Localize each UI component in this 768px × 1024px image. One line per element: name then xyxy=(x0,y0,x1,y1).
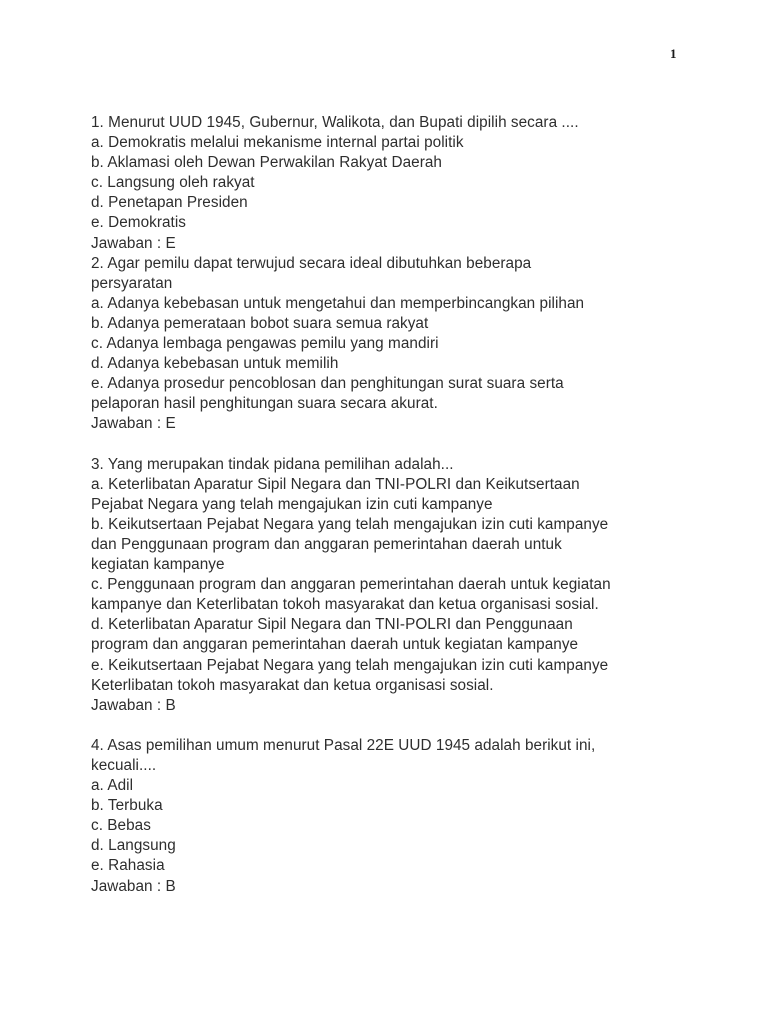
question-4-option-e: e. Rahasia xyxy=(91,857,165,875)
question-3-option-a: a. Keterlibatan Aparatur Sipil Negara dan TNI-POLRI dan Keikutsertaan xyxy=(91,475,580,493)
question-3-option-c: c. Penggunaan program dan anggaran pemerintahan daerah untuk kegiatan xyxy=(91,576,611,594)
question-2-answer: Jawaban : E xyxy=(91,415,176,433)
question-3-option-d: d. Keterlibatan Aparatur Sipil Negara dan TNI-POLRI dan Penggunaan xyxy=(91,616,573,634)
question-2-option-c: c. Adanya lembaga pengawas pemilu yang mandiri xyxy=(91,335,439,353)
question-4-text-continued: kecuali.... xyxy=(91,757,157,774)
question-3-option-c-continued: kampanye dan Keterlibatan tokoh masyarakat dan ketua organisasi sosial. xyxy=(91,596,599,614)
question-3-option-b: b. Keikutsertaan Pejabat Negara yang telah mengajukan izin cuti kampanye xyxy=(91,515,609,533)
question-4-option-c: c. Bebas xyxy=(91,817,151,835)
question-2-text-continued: persyaratan xyxy=(91,274,173,292)
question-3-option-e-continued: Keterlibatan tokoh masyarakat dan ketua organisasi sosial. xyxy=(91,676,494,694)
question-4-option-d: d. Langsung xyxy=(91,837,176,855)
question-1-answer: Jawaban : E xyxy=(91,234,176,252)
question-4-option-b: b. Terbuka xyxy=(91,797,163,815)
question-4-answer: Jawaban : B xyxy=(91,877,176,895)
question-1-option-b: b. Aklamasi oleh Dewan Perwakilan Rakyat Daerah xyxy=(91,154,442,172)
question-3-answer: Jawaban : B xyxy=(91,696,176,714)
question-1-option-d: d. Penetapan Presiden xyxy=(91,194,248,212)
question-block-2 xyxy=(91,254,691,435)
question-2-option-d: d. Adanya kebebasan untuk memilih xyxy=(91,355,339,373)
question-3-option-b-continued: dan Penggunaan program dan anggaran pemerintahan daerah untuk xyxy=(91,535,562,553)
question-3-option-e: e. Keikutsertaan Pejabat Negara yang telah mengajukan izin cuti kampanye xyxy=(91,656,609,674)
page-number: 1 xyxy=(670,46,677,61)
question-1-option-a: a. Demokratis melalui mekanisme internal partai politik xyxy=(91,134,464,152)
question-3-option-b-continued-2: kegiatan kampanye xyxy=(91,556,225,574)
question-2-option-e: e. Adanya prosedur pencoblosan dan penghitungan surat suara serta xyxy=(91,375,564,393)
spacer xyxy=(91,435,691,455)
question-block-3 xyxy=(91,455,691,716)
question-2-option-a: a. Adanya kebebasan untuk mengetahui dan memperbincangkan pilihan xyxy=(91,294,585,312)
question-1-option-c: c. Langsung oleh rakyat xyxy=(91,174,255,192)
question-1-text: 1. Menurut UUD 1945, Gubernur, Walikota, dan Bupati dipilih secara .... xyxy=(91,114,579,131)
question-1-option-e: e. Demokratis xyxy=(91,214,187,232)
question-block-1 xyxy=(91,113,691,254)
question-3-text: 3. Yang merupakan tindak pidana pemilihan adalah... xyxy=(91,455,454,473)
question-4-option-a: a. Adil xyxy=(91,777,134,795)
question-3-option-a-continued: Pejabat Negara yang telah mengajukan izin cuti kampanye xyxy=(91,495,493,513)
question-2-text: 2. Agar pemilu dapat terwujud secara ideal dibutuhkan beberapa xyxy=(91,254,532,272)
question-2-option-b: b. Adanya pemerataan bobot suara semua rakyat xyxy=(91,314,429,332)
document-body xyxy=(91,113,691,897)
spacer xyxy=(91,716,691,736)
question-block-4 xyxy=(91,736,691,897)
question-4-text: 4. Asas pemilihan umum menurut Pasal 22E UUD 1945 adalah berikut ini, xyxy=(91,736,596,754)
question-3-option-d-continued: program dan anggaran pemerintahan daerah untuk kegiatan kampanye xyxy=(91,636,579,654)
question-2-option-e-continued: pelaporan hasil penghitungan suara secara akurat. xyxy=(91,395,438,413)
